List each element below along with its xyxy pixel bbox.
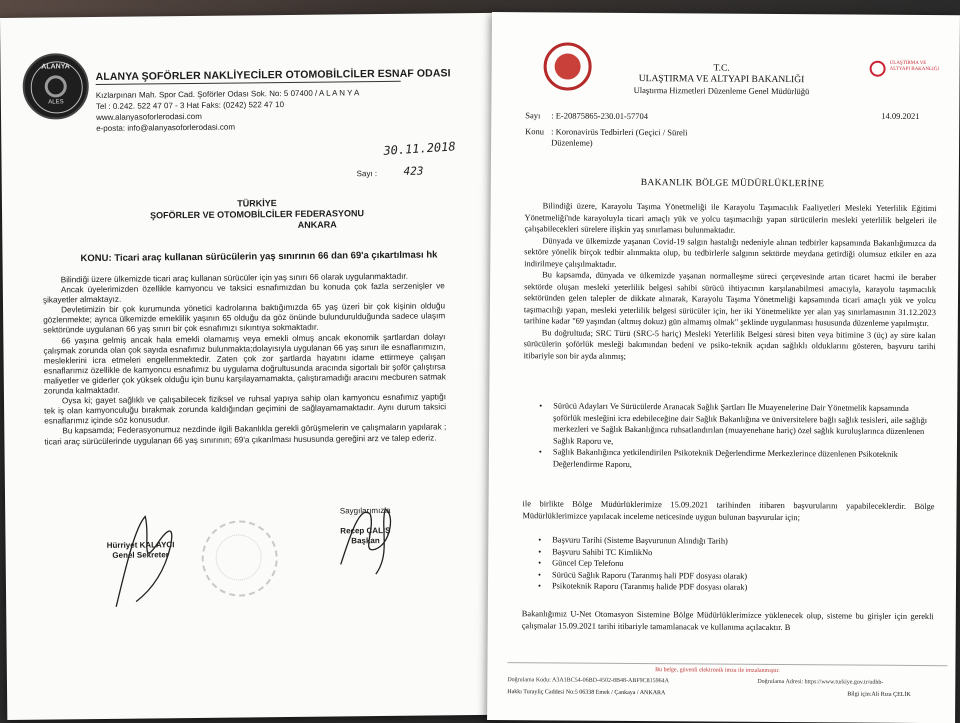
subject-line: KONU: Ticari araç kullanan sürücülerin yaş sınırının 66 dan 69'a çıkartılması hk [80, 249, 438, 265]
subject-label: Konu [525, 126, 545, 137]
org-phone: Tel : 0.242. 522 47 07 - 3 Hat Faks: (0242) 522 47 10 [95, 100, 285, 112]
recipient-line-2: ŞOFÖRLER VE OTOMOBİLCİLER FEDERASYONU [150, 208, 365, 221]
requirement-item: • Sağlık Bakanlığınca yetkilendirilen Psikoteknik Değerlendirme Merkezlerince düzenlenen Psikoteknik Değerlendirme Raporu, [539, 446, 937, 472]
verification-address: Doğrulama Adresi: https://www.turkiye.gov.tr/udhb- [757, 678, 884, 686]
checklist-item: • Psikoteknik Raporu (Taranmış halide PDF dosyası olarak) [538, 580, 936, 594]
e-sign-note: Bu belge, güvenli elektronik imza ile imzalanmıştır. [655, 667, 780, 675]
requirement-item: • Sürücü Adayları Ve Sürücülerde Aranacak Sağlık Şartları İle Muayenelerine Dair Yönetmelik kapsamında şoförlük mesleğini icra edebileceğine dair Sağlık Bakanlığına ve üniversitelere bağlı sağlık tesisleri, aile sağlığı merkezleri ve Sağlık Bakanlığınca ruhsatlandırılan (muayenehane hariç) özel sağlık kuruluşlarınca düzenlenen Sağlık Raporu ve, [539, 400, 937, 449]
chamber-logo-icon [22, 53, 89, 120]
closing-regards: Saygılarımızla [339, 505, 391, 516]
letter-body [43, 271, 447, 447]
contact-info: Bilgi için:Ali Rıza ÇELİK [847, 691, 911, 698]
signer-2-title: Başkan [351, 536, 380, 546]
corner-logo-text: ULAŞTIRMA VE ALTYAPI BAKANLIĞI [889, 60, 940, 73]
verification-code: Doğrulama Kodu: A3A1BC54-06BD-4502-8B48-ABF9C815964A [507, 677, 670, 685]
after-requirements: ile birlikte Bölge Müdürlüklerimize 15.09.2021 tarihinden itibaren başvurularını yapabileceklerdir. Bölge Müdürlüklerimizce yapılacak inceleme neticesinde uygun bulunan başvurular için; [522, 499, 935, 522]
paragraph-1: Bilindiği üzere, Karayolu Taşıma Yönetmeliği ile Karayolu Taşımacılık Faaliyetleri Mesleki Yeterlilik Eğitimi Yönetmeliği'nde karayoluyla ticari amaçlı yük ve yolcu taşımacılığı yapan sürücülerin mesleki yeterlilik belgeleri ile çalışabilecekleri sürelere ilişkin yaş sınırlaması bulunmaktadır. [524, 201, 937, 235]
paragraph-2: Ancak üyelerimizden özellikle kamyoncu ve taksici esnafımızdan bu konuda çok fazla serzenişler ve şikayetler almaktayız. [42, 281, 445, 305]
logo-top-text: ALANYA [41, 63, 70, 71]
signature-1-scribble [95, 506, 206, 617]
checklist-item: • Güncel Cep Telefonu [538, 557, 936, 571]
org-name: ALANYA ŞOFÖRLER NAKLİYECİLER OTOMOBİLCİLER ESNAF ODASI [95, 67, 451, 84]
paragraph-1: Bilindiği üzere ülkemizde ticari araç kullanan sürücüler için yaş sınırı 66 olarak uygulanmaktadır. [60, 271, 409, 285]
signer-2-name: Recep ÇALIŞ [340, 525, 391, 536]
footer-divider [507, 662, 947, 666]
application-checklist [538, 534, 936, 594]
header-line-3: Ulaştırma Hizmetleri Düzenleme Genel Müdürlüğü [633, 84, 810, 97]
requirements-list [539, 400, 937, 472]
number-label: Sayı [525, 110, 541, 121]
header-line-2: ULAŞTIRMA VE ALTYAPI BAKANLIĞI [638, 74, 805, 86]
recipient-line-3: ANKARA [297, 219, 337, 230]
org-address: Kızlarpınarı Mah. Spor Cad. Şoförler Odası Sok. No: 5 07400 / A L A N Y A [95, 88, 360, 101]
checklist-item: • Sürücü Sağlık Raporu (Taranmış hali PDF dosyası olarak) [538, 569, 936, 583]
letter-date: 14.09.2021 [881, 110, 920, 121]
paragraph-4: Bu doğrultuda; SRC Türü (SRC-5 hariç) Mesleki Yeterlilik Belgesi süresi biten veya bitimine 3 (üç) ay süre kalan sürücülerin şoförlük mesleği bakımından bedeni ve psiko-teknik açıdan sağlıklı olduklarını gösteren, başvuru tarihi itibariyle son bir ayda alınmış; [523, 327, 936, 361]
ministry-emblem-icon [543, 42, 591, 90]
paragraph-6: Bu kapsamda; Federasyonumuz nezdinde ilgili Bakanlıkla gerekli görüşmelerin ve çalışmaların yapılarak ; ticari araç sürücülerinde uygulanan 66 yaş sınırının; 69'a çıkarılması hususunda gereğini arz ve talep ederiz. [44, 422, 447, 447]
org-email: e-posta: info@alanyasoforlerodasi.com [96, 122, 236, 133]
number-value: : E-20875865-230.01-57704 [551, 110, 649, 122]
checklist-item: • Başvuru Sahibi TC KimlikNo [538, 546, 936, 560]
recipient-heading: BAKANLIK BÖLGE MÜDÜRLÜKLERİNE [640, 178, 825, 190]
signature-2-scribble [330, 494, 411, 585]
ministry-address: Hakkı Turayliç Caddesi No:5 06338 Emek / Çankaya / ANKARA [507, 689, 666, 697]
signer-1-title: Genel Sekreter [112, 550, 169, 560]
letter-date: 30.11.2018 [383, 139, 457, 158]
left-document [0, 13, 501, 720]
corner-logo-icon [870, 61, 886, 77]
paragraph-5: Oysa ki; gayet sağlıklı ve çalışabilecek fiziksel ve ruhsal yapıya sahip olan kamyoncu esnafımız yaptığı tek iş olan kamyonculuğu bırakmak zorunda kaldığından geçimini de sağlayamamaktadır. Aynı durum taksici esnaflarımız içinde söz konusudur. [44, 392, 447, 426]
right-document [487, 12, 960, 723]
paragraph-2: Dünyada ve ülkemizde yaşanan Covid-19 salgın hastalığı nedeniyle alınan tedbirler kapsamında Bakanlığımızca da sektöre yönelik birçok tedbir alınmakta olup, bu tedbirlerle salgının sektörde meydana getirdiği olumsuz etkiler en aza indirilmeye çalışılmaktadır. [524, 235, 937, 269]
subject-value: : Koronavirüs Tedbirleri (Geçici / Süreli Düzenleme) [551, 126, 688, 148]
checklist-item: • Başvuru Tarihi (Sisteme Başvurunun Alındığı Tarih) [538, 534, 936, 548]
recipient-line-1: TÜRKİYE [237, 198, 277, 209]
closing-paragraph: Bakanlığımız U-Net Otomasyon Sistemine Bölge Müdürlüklerimizce yüklenecek olup, sisteme bu girişler için gerekli çalışmalar 15.09.2021 tarihi itibariyle tamamlanacak ve kullanıma açılacaktır. B [521, 609, 934, 632]
letter-body [524, 200, 937, 364]
signer-1-name: Hürriyet KALAYCI [106, 540, 175, 550]
faded-stamp-icon [201, 520, 278, 597]
org-web: www.alanyasoforlerodasi.com [96, 111, 202, 122]
paragraph-4: 66 yaşına gelmiş ancak hala emekli olamamış veya emekli olmuş ancak ekonomik şartlardan dolayı çalışmak zorunda olan çok sayıda esnafımız bulunmakta;dolayısıyla uygulanan 66 yaş sınırı ile esnaflarımızın, mesleklerini icra etmeleri engellenmektedir. Zaten çok zor şartlarda hayatını idame ettirmeye çalışan esnaflarımız özellikle de kamyoncu esnafımız bu uygulama doğrultusunda aracında sigortalı bir şoför çalıştırsa maliyetler ve giderler çok yüksek olduğu için bunu karşılayamamakta, çalıştıramadığı aracını mecburen satmak zorunda kalmaktadır. [43, 331, 446, 396]
paragraph-3: Bu kapsamda, dünyada ve ülkemizde yaşanan normalleşme süreci çerçevesinde artan ticaret hacmi ile beraber sektörde oluşan mesleki yeterlilik belgesi sahibi sürücü ihtiyacının karşılanabilmesi amacıyla, karayolu taşımacılık sektöründen gelen talepler de dikkate alınarak, Karayolu Taşıma Yönetmeliği kapsamında ticari amaçlı yük ve yolcu taşımacılığı yapan, mesleki yeterlilik belgesi sürücüler için, her iki Yönetmelikte yer alan yaş sınırlamasının 31.12.2023 tarihine kadar "69 yaşından (altmış dokuz) gün almamış olmak" şeklinde uygulanması hususunda düzenleme yapılmıştır. [523, 270, 937, 329]
logo-bottom-text: ALES [48, 99, 64, 106]
number-value: 423 [403, 164, 424, 178]
paragraph-3: Devletimizin bir çok kurumunda yönetici kadrolarına baktığımızda 65 yaş üzeri bir çok kişinin olduğu gözlenmekte; ayrıca ülkemizde emeklilik yaşının 65 olduğu da göz önünde bulundurulduğunda sadece ulaşım sektöründe uygulanan 66 yaş sınırı bir çok esnafımızı sıkıntıya sokmaktadır. [43, 301, 446, 336]
number-label: Sayı : [356, 169, 378, 179]
header-line-1: T.C. [713, 63, 730, 74]
